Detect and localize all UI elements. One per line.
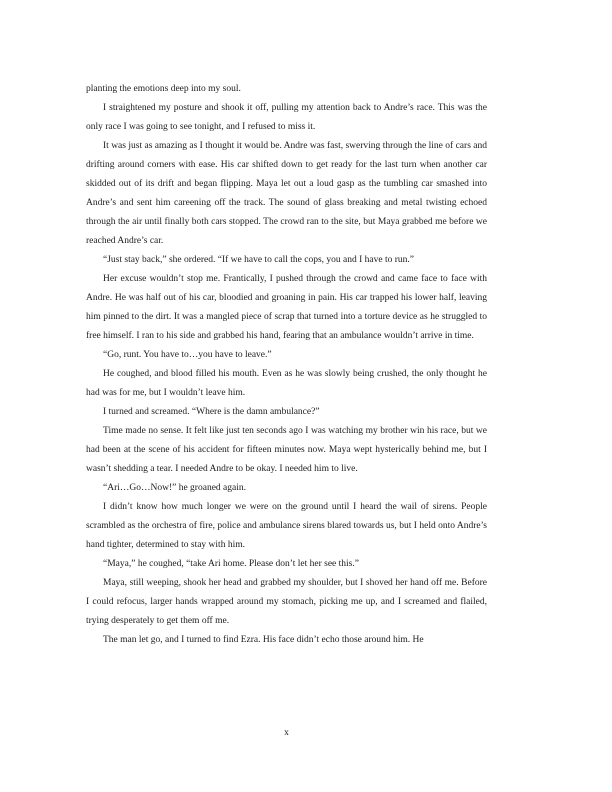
paragraph: planting the emotions deep into my soul. (86, 84, 241, 94)
paragraph: “Just stay back,” she ordered. “If we have to call the cops, you and I have to run.” (103, 255, 415, 265)
page-text (86, 80, 487, 650)
paragraph: I didn’t know how much longer we were on the ground until I heard the wail of sirens. People scrambled as the orchestra of fire, police and ambulance sirens blared towards us, but I held onto Andre’s hand tighter, determined to stay with him. (86, 502, 487, 550)
paragraph: Maya, still weeping, shook her head and grabbed my shoulder, but I shoved her hand off me. Before I could refocus, larger hands wrapped around my stomach, picking me up, and I screamed and flailed, trying desperately to get them off me. (86, 578, 487, 626)
paragraph: I turned and screamed. “Where is the damn ambulance?” (103, 407, 320, 417)
paragraph: He coughed, and blood filled his mouth. Even as he was slowly being crushed, the only thought he had was for me, but I wouldn’t leave him. (86, 369, 487, 398)
paragraph: “Maya,” he coughed, “take Ari home. Please don’t let her see this.” (103, 559, 359, 569)
paragraph: The man let go, and I turned to find Ezra. His face didn’t echo those around him. He (103, 635, 424, 645)
paragraph: “Ari…Go…Now!” he groaned again. (103, 483, 246, 493)
paragraph: “Go, runt. You have to…you have to leave.” (103, 350, 272, 360)
paragraph: It was just as amazing as I thought it would be. Andre was fast, swerving through the line of cars and drifting around corners with ease. His car shifted down to get ready for the last turn when another car skidded out of its drift and began flipping. Maya let out a loud gasp as the tumbling car smashed into Andre’s and sent him careening off the track. The sound of glass breaking and metal twisting echoed through the air until finally both cars stopped. The crowd ran to the site, but Maya grabbed me before we reached Andre’s car. (86, 141, 487, 246)
paragraph: Time made no sense. It felt like just ten seconds ago I was watching my brother win his race, but we had been at the scene of his accident for fifteen minutes now. Maya wept hysterically behind me, but I wasn’t shedding a tear. I needed Andre to be okay. I needed him to live. (86, 426, 487, 474)
page-number: x (284, 728, 289, 738)
paragraph: Her excuse wouldn’t stop me. Frantically, I pushed through the crowd and came face to face with Andre. He was half out of his car, bloodied and groaning in pain. His car trapped his lower half, leaving him pinned to the dirt. It was a mangled piece of scrap that turned into a torture device as he struggled to free himself. I ran to his side and grabbed his hand, fearing that an ambulance wouldn’t arrive in time. (86, 274, 487, 341)
paragraph: I straightened my posture and shook it off, pulling my attention back to Andre’s race. This was the only race I was going to see tonight, and I refused to miss it. (86, 103, 487, 132)
